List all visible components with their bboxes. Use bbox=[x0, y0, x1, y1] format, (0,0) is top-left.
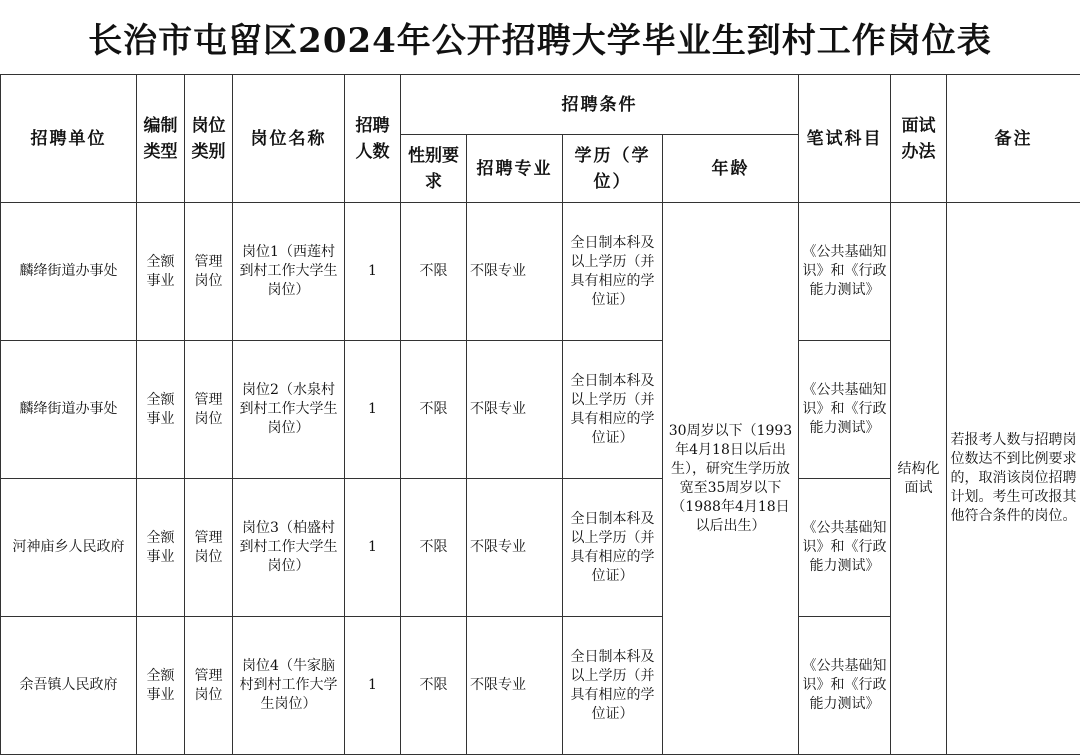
cell-education: 全日制本科及以上学历（并具有相应的学位证） bbox=[563, 479, 663, 617]
cell-gender: 不限 bbox=[401, 341, 467, 479]
header-row-1 bbox=[1, 75, 1080, 135]
cell-count: 1 bbox=[345, 341, 401, 479]
cell-post-name: 岗位4（牛家脑村到村工作大学生岗位） bbox=[233, 617, 345, 755]
cell-exam: 《公共基础知识》和《行政能力测试》 bbox=[799, 479, 891, 617]
cell-major: 不限专业 bbox=[467, 203, 563, 341]
header-remark: 备注 bbox=[947, 75, 1080, 203]
cell-staff-type: 全额事业 bbox=[137, 617, 185, 755]
cell-gender: 不限 bbox=[401, 203, 467, 341]
header-post-type: 岗位类别 bbox=[185, 75, 233, 203]
cell-age-requirement: 30周岁以下（1993年4月18日以后出生），研究生学历放宽至35周岁以下（1988年4月18日以后出生） bbox=[663, 203, 799, 755]
cell-major: 不限专业 bbox=[467, 479, 563, 617]
cell-post-name: 岗位2（水泉村到村工作大学生岗位） bbox=[233, 341, 345, 479]
cell-post-name: 岗位3（柏盛村到村工作大学生岗位） bbox=[233, 479, 345, 617]
cell-unit: 余吾镇人民政府 bbox=[1, 617, 137, 755]
positions-table bbox=[0, 74, 1080, 755]
cell-post-type: 管理岗位 bbox=[185, 341, 233, 479]
header-count: 招聘人数 bbox=[345, 75, 401, 203]
cell-education: 全日制本科及以上学历（并具有相应的学位证） bbox=[563, 341, 663, 479]
header-conditions: 招聘条件 bbox=[401, 75, 799, 135]
cell-staff-type: 全额事业 bbox=[137, 479, 185, 617]
cell-gender: 不限 bbox=[401, 479, 467, 617]
header-age: 年龄 bbox=[663, 135, 799, 203]
table-row bbox=[1, 203, 1080, 341]
cell-post-type: 管理岗位 bbox=[185, 203, 233, 341]
cell-staff-type: 全额事业 bbox=[137, 203, 185, 341]
cell-unit: 麟绛街道办事处 bbox=[1, 203, 137, 341]
header-unit: 招聘单位 bbox=[1, 75, 137, 203]
cell-post-type: 管理岗位 bbox=[185, 479, 233, 617]
cell-staff-type: 全额事业 bbox=[137, 341, 185, 479]
header-interview: 面试办法 bbox=[891, 75, 947, 203]
cell-gender: 不限 bbox=[401, 617, 467, 755]
header-staff-type: 编制类型 bbox=[137, 75, 185, 203]
page-title: 长治市屯留区2024年公开招聘大学毕业生到村工作岗位表 bbox=[88, 20, 992, 61]
cell-post-name: 岗位1（西莲村到村工作大学生岗位） bbox=[233, 203, 345, 341]
cell-major: 不限专业 bbox=[467, 341, 563, 479]
header-post-name: 岗位名称 bbox=[233, 75, 345, 203]
header-gender: 性别要求 bbox=[401, 135, 467, 203]
cell-unit: 麟绛街道办事处 bbox=[1, 341, 137, 479]
cell-post-type: 管理岗位 bbox=[185, 617, 233, 755]
header-exam: 笔试科目 bbox=[799, 75, 891, 203]
cell-count: 1 bbox=[345, 479, 401, 617]
cell-major: 不限专业 bbox=[467, 617, 563, 755]
cell-interview-method: 结构化面试 bbox=[891, 203, 947, 755]
header-major: 招聘专业 bbox=[467, 135, 563, 203]
cell-count: 1 bbox=[345, 203, 401, 341]
cell-remark: 若报考人数与招聘岗位数达不到比例要求的，取消该岗位招聘计划。考生可改报其他符合条件的岗位。 bbox=[947, 203, 1080, 755]
cell-exam: 《公共基础知识》和《行政能力测试》 bbox=[799, 203, 891, 341]
cell-unit: 河神庙乡人民政府 bbox=[1, 479, 137, 617]
cell-education: 全日制本科及以上学历（并具有相应的学位证） bbox=[563, 203, 663, 341]
cell-exam: 《公共基础知识》和《行政能力测试》 bbox=[799, 617, 891, 755]
header-education: 学历（学位） bbox=[563, 135, 663, 203]
cell-count: 1 bbox=[345, 617, 401, 755]
cell-exam: 《公共基础知识》和《行政能力测试》 bbox=[799, 341, 891, 479]
cell-education: 全日制本科及以上学历（并具有相应的学位证） bbox=[563, 617, 663, 755]
